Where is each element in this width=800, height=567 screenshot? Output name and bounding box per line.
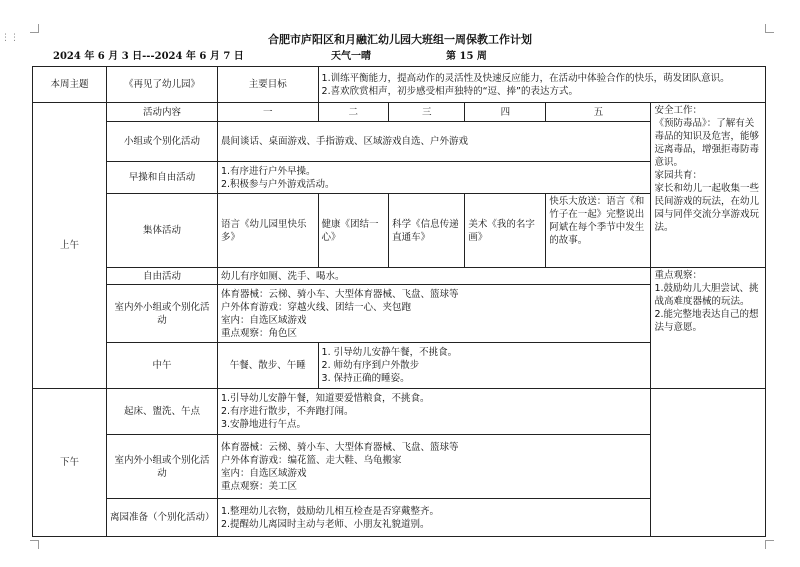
group-activity-label: 小组或个别化活动 [106, 122, 217, 162]
collective-mon: 语言《幼儿园里快乐多》 [217, 194, 318, 268]
list-item: 体育器械：云梯、骑小车、大型体育器械、飞盘、篮球等 [220, 288, 459, 300]
margin-corner-mark [30, 540, 39, 549]
day-header: 一 [217, 103, 318, 122]
focus-item: 2.能完整地表达自己的想法与意愿。 [654, 309, 759, 333]
noon-activity-cell [318, 343, 765, 389]
list-item: 室内：自选区域游戏 [220, 467, 307, 479]
weekly-plan-table [32, 66, 766, 537]
list-item: 户外体育游戏：穿越火线、团结一心、夹包跑 [220, 301, 411, 313]
list-item: 3.安静地进行午点。 [220, 419, 307, 430]
list-item: 体育器械：云梯、骑小车、大型体育器械、飞盘、篮球等 [220, 441, 459, 453]
period-morning: 上午 [33, 103, 107, 389]
list-item: 室内：自选区域游戏 [220, 314, 307, 326]
list-item: 2.有序进行散步，不奔跑打闹。 [220, 406, 354, 417]
list-item: 2.提醒幼儿离园时主动与老师、小朋友礼貌道别。 [220, 518, 430, 530]
early-activity-label: 早操和自由活动 [106, 162, 217, 194]
collective-thu: 美术《我的名字画》 [465, 194, 546, 268]
leave-activity-cell [217, 499, 651, 537]
wake-activity-label: 起床、盥洗、午点 [106, 389, 217, 435]
leave-activity-label: 离园准备（个别化活动） [106, 499, 217, 537]
indoor-outdoor-pm-cell [217, 435, 651, 499]
focus-title: 重点观察： [654, 270, 702, 281]
drag-handle-icon[interactable]: ⋮⋮ [1, 33, 19, 43]
period-afternoon: 下午 [33, 389, 107, 537]
table-row [33, 343, 766, 389]
collective-wed: 科学《信息传递直通车》 [389, 194, 465, 268]
list-item: 重点观察：美工区 [220, 480, 297, 492]
free-activity-label: 自由活动 [106, 268, 217, 285]
side-notes-empty [651, 389, 766, 537]
indoor-outdoor-am-cell [217, 285, 651, 343]
table-row [33, 67, 766, 103]
list-item: 重点观察：角色区 [220, 327, 297, 339]
indoor-outdoor-label: 室内外小组或个别化活动 [106, 285, 217, 343]
activity-header: 活动内容 [106, 103, 217, 122]
noon-activity-label: 午餐、散步、午睡 [217, 343, 318, 389]
wake-activity-cell [217, 389, 651, 435]
weather: 天气一晴 [331, 51, 371, 62]
week-number: 第 15 周 [446, 51, 487, 62]
list-item: 2.积极参与户外游戏活动。 [220, 178, 335, 190]
goal-item: 2.喜欢欣赏相声，初步感受相声独特的“逗、捧”的表达方式。 [321, 85, 578, 97]
collective-activity-label: 集体活动 [106, 194, 217, 268]
day-header: 三 [389, 103, 465, 122]
day-header: 五 [546, 103, 651, 122]
day-header: 二 [318, 103, 389, 122]
indoor-outdoor-pm-label: 室内外小组或个别化活动 [106, 435, 217, 499]
table-row [33, 268, 766, 285]
document-title: 合肥市庐阳区和月融汇幼儿园大班组一周保教工作计划 [268, 33, 532, 46]
goal-item: 1.训练平衡能力，提高动作的灵活性及快速反应能力，在活动中体验合作的快乐，萌发团队意识。 [321, 72, 730, 84]
collective-fri: 快乐大放送：语言《和竹子在一起》完整说出阿斌在每个季节中发生的故事。 [546, 194, 651, 268]
side-notes-top [651, 103, 766, 268]
theme-value: 《再见了幼儿园》 [106, 67, 217, 103]
safety-title: 安全工作： [654, 105, 702, 116]
goal-label: 主要目标 [217, 67, 318, 103]
theme-label: 本周主题 [33, 67, 107, 103]
list-item: 户外体育游戏：编花篮、走大鞋、乌龟搬家 [220, 454, 402, 466]
goals-cell [318, 67, 765, 103]
family-text: 家长和幼儿一起收集一些民间游戏的玩法，在幼儿园与同伴交流分享游戏玩法。 [654, 183, 759, 233]
safety-text: 《预防毒品》：了解有关毒品的知识及危害，能够远离毒品，增强拒毒防毒意识。 [654, 118, 759, 168]
margin-corner-mark [765, 540, 774, 549]
day-header: 四 [465, 103, 546, 122]
table-row [33, 389, 766, 435]
list-item: 1.整理幼儿衣物，鼓励幼儿相互检查是否穿戴整齐。 [220, 505, 440, 517]
date-range: 2024 年 6 月 3 日---2024 年 6 月 7 日 [53, 51, 244, 62]
table-row [33, 103, 766, 122]
list-item: 2. 师幼有序到户外散步 [321, 360, 420, 371]
list-item: 3. 保持正确的睡姿。 [321, 373, 410, 384]
group-activity-value: 晨间谈话、桌面游戏、手指游戏、区域游戏自选、户外游戏 [217, 122, 651, 162]
list-item: 1.引导幼儿安静午餐，知道要爱惜粮食，不挑食。 [220, 393, 430, 404]
early-activity-cell [217, 162, 651, 194]
focus-item: 1.鼓励幼儿大胆尝试、挑战高难度器械的玩法。 [654, 283, 759, 307]
period-noon: 中午 [106, 343, 217, 389]
collective-tue: 健康《团结一心》 [318, 194, 389, 268]
free-activity-value: 幼儿有序如厕、洗手、喝水。 [217, 268, 651, 285]
list-item: 1.有序进行户外早操。 [220, 165, 316, 177]
family-title: 家园共育： [654, 170, 702, 181]
list-item: 1. 引导幼儿安静午餐，不挑食。 [321, 347, 458, 358]
